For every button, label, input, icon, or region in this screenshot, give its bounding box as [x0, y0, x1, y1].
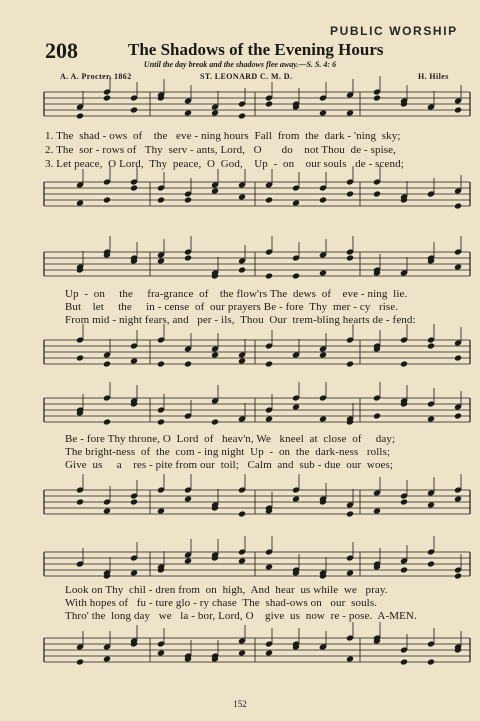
- bass-staff-3: [0, 486, 480, 522]
- lyric-line: But let the in - cense of our prayers Be - fore Thy mer - cy rise.: [65, 301, 399, 313]
- hymn-title: The Shadows of the Evening Hours: [128, 40, 384, 59]
- hymn-number: 208: [45, 38, 78, 63]
- lyric-line: From mid - night fears, and per - ils, Thou Our trem-bling hearts de - fend:: [65, 314, 416, 326]
- lyric-line: Look on Thy chil - dren from on high, And hear us while we pray.: [65, 584, 388, 596]
- bass-staff-4: [0, 634, 480, 670]
- bass-staff-2: [0, 336, 480, 372]
- lyric-line: With hopes of fu - ture glo - ry chase The shad-ows on our souls.: [65, 597, 378, 609]
- lyric-line: Be - fore Thy throne, O Lord of heav'n, We kneel at close of day;: [65, 433, 396, 445]
- lyric-line: Up - on the fra-grance of the flow'rs The dews of eve - ning lie.: [65, 288, 408, 300]
- lyric-line: The bright-ness of the com - ing night Up - on the dark-ness rolls;: [65, 446, 391, 458]
- treble-staff-3: [0, 394, 480, 430]
- page-number: 152: [233, 699, 247, 709]
- lyric-line: Give us a res - pite from our toil; Calm and sub - due our woes;: [65, 459, 394, 471]
- composer-credit: H. Hiles: [418, 72, 449, 81]
- treble-staff-1: [0, 88, 480, 124]
- scripture-epigraph: Until the day break and the shadows flee away.—S. S. 4: 6: [143, 60, 337, 69]
- section-heading: PUBLIC WORSHIP: [330, 24, 458, 38]
- lyric-line: Thro' the long day we la - bor, Lord, O give us now re - pose. A-MEN.: [65, 610, 417, 622]
- author-credit: A. A. Procter, 1862: [60, 72, 132, 81]
- bass-staff-1: [0, 178, 480, 214]
- lyric-line: 3. Let peace, O Lord, Thy peace, O God, Up - on our souls de - scend;: [45, 158, 404, 170]
- lyric-line: 2. The sor - rows of Thy serv - ants, Lord, O do not Thou de - spise,: [45, 144, 396, 156]
- lyric-line: 1. The shad - ows of the eve - ning hours Fall from the dark - 'ning sky;: [45, 130, 401, 142]
- treble-staff-4: [0, 548, 480, 584]
- tune-name: ST. LEONARD C. M. D.: [200, 72, 293, 81]
- treble-staff-2: [0, 248, 480, 284]
